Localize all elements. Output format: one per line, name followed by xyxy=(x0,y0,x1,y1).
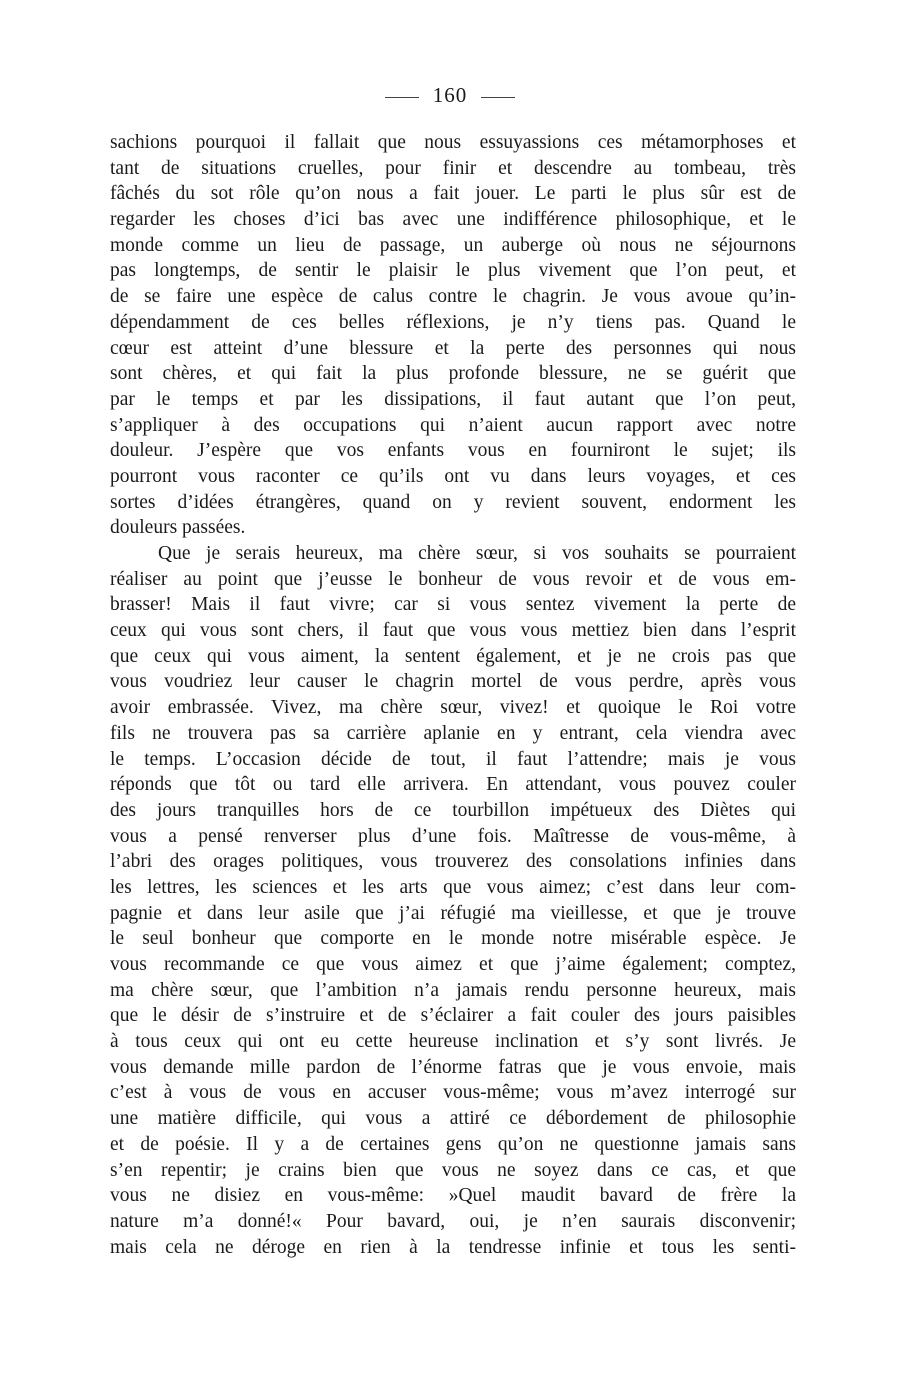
text-line: dépendamment de ces belles réflexions, je n’y tiens pas. Quand le xyxy=(110,311,796,333)
text-line: mais cela ne déroge en rien à la tendresse infinie et tous les senti- xyxy=(110,1236,796,1258)
text-line: monde comme un lieu de passage, un auberge où nous ne séjournons xyxy=(110,234,796,256)
text-line: les lettres, les sciences et les arts que vous aimez; c’est dans leur com- xyxy=(110,876,796,898)
body-text xyxy=(110,130,796,1260)
page-header xyxy=(0,82,900,108)
text-line: que ceux qui vous aiment, la sentent également, et je ne crois pas que xyxy=(110,645,796,667)
header-rule-right xyxy=(481,97,515,98)
text-line: pagnie et dans leur asile que j’ai réfugié ma vieillesse, et que je trouve xyxy=(110,902,796,924)
text-line: réponds que tôt ou tard elle arrivera. En attendant, vous pouvez couler xyxy=(110,774,796,796)
text-line: douleur. J’espère que vos enfants vous en fourniront le sujet; ils xyxy=(110,440,796,462)
text-line: pourront vous raconter ce qu’ils ont vu dans leurs voyages, et ces xyxy=(110,465,796,487)
text-line: sachions pourquoi il fallait que nous essuyassions ces métamorphoses et xyxy=(110,132,796,153)
text-line: avoir embrassée. Vivez, ma chère sœur, vivez! et quoique le Roi votre xyxy=(110,697,796,719)
page-number: 160 xyxy=(432,83,468,107)
text-line: par le temps et par les dissipations, il faut autant que l’on peut, xyxy=(110,388,796,410)
text-line: s’en repentir; je crains bien que vous ne soyez dans ce cas, et que xyxy=(110,1159,796,1181)
text-line: que le désir de s’instruire et de s’éclairer a fait couler des jours paisibles xyxy=(110,1005,796,1027)
text-line: vous ne disiez en vous-même: »Quel maudit bavard de frère la xyxy=(110,1185,796,1207)
paragraph xyxy=(110,541,796,1260)
text-line: cœur est atteint d’une blessure et la perte des personnes qui nous xyxy=(110,337,796,359)
header-rule-left xyxy=(385,97,419,98)
text-line: pas longtemps, de sentir le plaisir le plus vivement que l’on peut, et xyxy=(110,260,796,282)
text-line: ceux qui vous sont chers, il faut que vous vous mettiez bien dans l’esprit xyxy=(110,620,796,642)
text-line: le temps. L’occasion décide de tout, il faut l’attendre; mais je vous xyxy=(110,748,796,770)
text-line: des jours tranquilles hors de ce tourbillon impétueux des Diètes qui xyxy=(110,799,796,821)
text-line: vous demande mille pardon de l’énorme fatras que je vous envoie, mais xyxy=(110,1056,796,1078)
text-line: fâchés du sot rôle qu’on nous a fait jouer. Le parti le plus sûr est de xyxy=(110,183,796,205)
text-line: une matière difficile, qui vous a attiré ce débordement de philosophie xyxy=(110,1108,796,1130)
text-line: sont chères, et qui fait la plus profonde blessure, ne se guérit que xyxy=(110,363,796,385)
text-line: regarder les choses d’ici bas avec une indifférence philosophique, et le xyxy=(110,209,796,231)
text-line: vous recommande ce que vous aimez et que j’aime également; comptez, xyxy=(110,954,796,975)
text-line: réaliser au point que j’eusse le bonheur de vous revoir et de vous em- xyxy=(110,568,796,590)
text-line: douleurs passées. xyxy=(110,517,246,539)
text-line: ma chère sœur, que l’ambition n’a jamais rendu personne heureux, mais xyxy=(110,979,796,1001)
text-line: fils ne trouvera pas sa carrière aplanie en y entrant, cela viendra avec xyxy=(110,722,796,744)
text-line: l’abri des orages politiques, vous trouverez des consolations infinies dans xyxy=(110,851,796,873)
text-line: sortes d’idées étrangères, quand on y revient souvent, endorment les xyxy=(110,491,796,513)
text-line: de se faire une espèce de calus contre le chagrin. Je vous avoue qu’in- xyxy=(110,286,796,308)
text-line: brasser! Mais il faut vivre; car si vous sentez vivement la perte de xyxy=(110,594,796,616)
text-line: vous a pensé renverser plus d’une fois. Maîtresse de vous-même, à xyxy=(110,825,796,847)
text-line: vous voudriez leur causer le chagrin mortel de vous perdre, après vous xyxy=(110,671,796,693)
text-line: c’est à vous de vous en accuser vous-même; vous m’avez interrogé sur xyxy=(110,1082,796,1104)
text-line: nature m’a donné!« Pour bavard, oui, je n’en saurais disconvenir; xyxy=(110,1210,796,1232)
text-line: Que je serais heureux, ma chère sœur, si vos souhaits se pourraient xyxy=(158,543,796,564)
text-line: tant de situations cruelles, pour finir et descendre au tombeau, très xyxy=(110,157,796,179)
text-line: à tous ceux qui ont eu cette heureuse inclination et s’y sont livrés. Je xyxy=(110,1031,796,1053)
text-line: et de poésie. Il y a de certaines gens qu’on ne questionne jamais sans xyxy=(110,1133,796,1155)
text-line: s’appliquer à des occupations qui n’aient aucun rapport avec notre xyxy=(110,414,796,436)
paragraph xyxy=(110,130,796,541)
text-line: le seul bonheur que comporte en le monde notre misérable espèce. Je xyxy=(110,928,796,950)
